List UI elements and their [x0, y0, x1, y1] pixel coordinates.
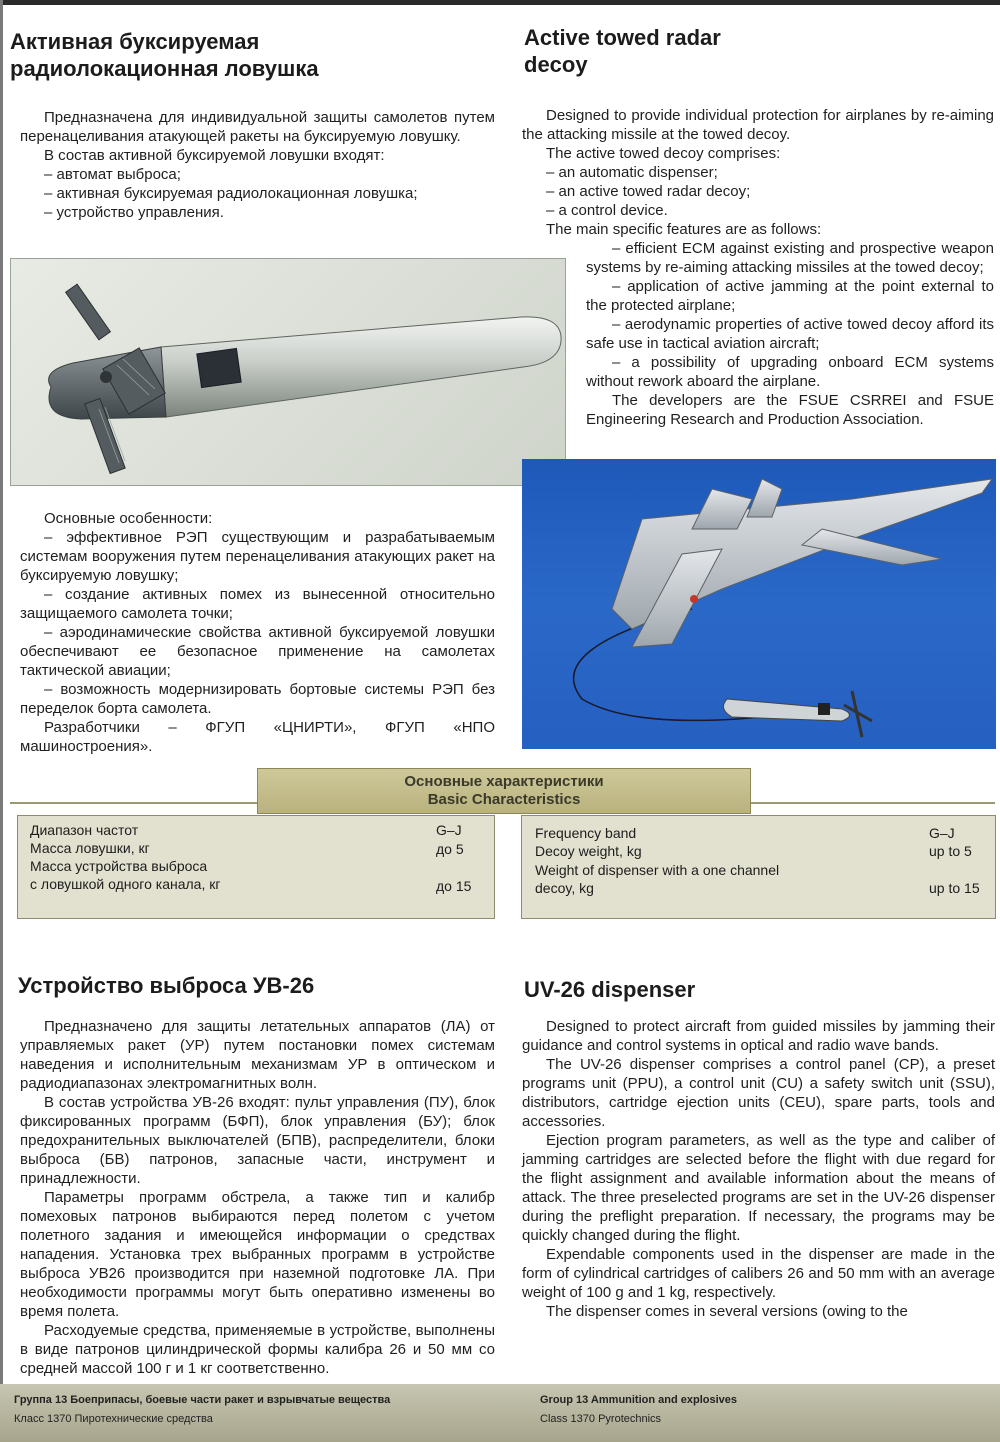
feature-item: – a possibility of upgrading onboard ECM systems without rework aboard the airplane.	[586, 354, 994, 390]
footer-class-en: Class 1370 Pyrotechnics	[540, 1413, 662, 1425]
paragraph: Ejection program parameters, as well as the type and caliber of jamming cartridges are selected before the flight with due regard for the flight assignment and available information about the means of attack. The three preselected programs are set in the UV-26 dispenser during the preflight preparation. If necessary, the programs may be quickly changed during the flight.	[522, 1132, 995, 1244]
table-row-value: G–J	[929, 825, 955, 841]
paragraph: Расходуемые средства, применяемые в устройстве, выполнены в виде патронов цилиндрической формы калибра 26 и 50 мм со средней массой 100 г и 1 кг соответственно.	[20, 1322, 495, 1377]
characteristics-table-en	[521, 815, 996, 919]
ru-developers: Разработчики – ФГУП «ЦНИРТИ», ФГУП «НПО машиностроения».	[20, 719, 495, 755]
list-item: – an automatic dispenser;	[546, 164, 718, 181]
table-row-label: Decoy weight, kg	[535, 843, 642, 859]
en-decoy-composition: The active towed decoy comprises:	[546, 145, 781, 162]
towed-decoy	[723, 691, 872, 737]
feature-item: – application of active jamming at the point external to the protected airplane;	[586, 278, 994, 314]
table-row-label: Масса ловушки, кг	[30, 840, 150, 856]
feature-item: – эффективное РЭП существующим и разрабатываемым системам вооружения путем перенацеливания атакующих ракет на буксируемую ловушку;	[20, 529, 495, 584]
paragraph: Designed to protect aircraft from guided missiles by jamming their guidance and control systems in optical and radio wave bands.	[522, 1018, 995, 1054]
table-row-label: decoy, kg	[535, 880, 594, 896]
footer-group-en: Group 13 Ammunition and explosives	[540, 1394, 738, 1406]
table-row-label: Weight of dispenser with a one channel	[535, 862, 780, 878]
left-rule	[0, 0, 3, 1442]
ru-uv-text	[20, 1017, 495, 1378]
feature-item: – создание активных помех из вынесенной относительно защищаемого самолета точки;	[20, 586, 495, 622]
ru-decoy-intro	[20, 108, 495, 222]
paragraph: Предназначено для защиты летательных аппаратов (ЛА) от управляемых ракет (УР) путем постановки помех системам наведения и исполнительным механизмам УР в оптическом и радиодиапазонах электромагнитных волн.	[20, 1018, 495, 1092]
ru-decoy-features	[20, 509, 495, 756]
en-decoy-purpose: Designed to provide individual protection for airplanes by re-aiming the attacking missile at the towed decoy.	[522, 107, 994, 143]
table-row-label: Масса устройства выброса	[30, 858, 208, 874]
paragraph: The dispenser comes in several versions (owing to the	[546, 1303, 908, 1320]
table-row-label: с ловушкой одного канала, кг	[30, 876, 221, 892]
paragraph: Expendable components used in the dispenser are made in the form of cylindrical cartridges of calibers 26 and 50 mm with an average weight of 100 g and 1 kg, respectively.	[522, 1246, 995, 1301]
feature-item: – аэродинамические свойства активной буксируемой ловушки обеспечивают ее безопасное применение на самолетах тактической авиации;	[20, 624, 495, 679]
en-features-intro: The main specific features are as follows:	[546, 221, 822, 238]
table-row-value: up to 15	[929, 880, 980, 896]
decoy-illustration	[10, 258, 566, 486]
list-item: – активная буксируемая радиолокационная ловушка;	[44, 185, 418, 202]
table-row-value: до 5	[436, 841, 464, 857]
paragraph: The UV-26 dispenser comprises a control panel (CP), a preset programs unit (PPU), a control unit (CU) a safety switch unit (SSU), distributors, cartridge ejection units (CEU), spare parts, tools and accessories.	[522, 1056, 995, 1130]
characteristics-table-ru	[17, 815, 495, 919]
footer-group-ru: Группа 13 Боеприпасы, боевые части ракет и взрывчатые вещества	[14, 1394, 391, 1406]
footer-class-ru: Класс 1370 Пиротехнические средства	[14, 1413, 213, 1425]
en-developers: The developers are the FSUE CSRREI and FSUE Engineering Research and Production Association.	[586, 392, 994, 428]
ru-decoy-purpose: Предназначена для индивидуальной защиты самолетов путем перенацеливания атакующей ракеты на буксируемую ловушку.	[20, 109, 495, 145]
table-row-value: up to 5	[929, 843, 972, 859]
en-decoy-title: Active towed radar decoy	[524, 25, 721, 77]
paragraph: В состав устройства УВ-26 входят: пульт управления (ПУ), блок фиксированных программ (БФП), блок управления (БУ); блок предохранительных выключателей (БПВ), распределители, блоки выброса (БВ) патронов, запасные части, инструмент и принадлежности.	[20, 1094, 495, 1187]
table-row-label: Frequency band	[535, 825, 637, 841]
table-row-value: до 15	[436, 878, 472, 894]
paragraph: Параметры программ обстрела, а также тип и калибр помеховых патронов выбираются перед полетом с учетом полетного задания и имеющейся информации о средствах нападения. Установка трех выбранных программ в устройстве выброса УВ26 производится при наземной подготовке ЛА. При необходимости программы могут быть оперативно изменены во время полета.	[20, 1189, 495, 1320]
list-item: – автомат выброса;	[44, 166, 181, 183]
table-row-label: Диапазон частот	[30, 822, 139, 838]
ru-features-intro: Основные особенности:	[44, 510, 213, 527]
table-row-value: G–J	[436, 822, 462, 838]
feature-item: – возможность модернизировать бортовые системы РЭП без переделок борта самолета.	[20, 681, 495, 717]
ru-decoy-title: Активная буксируемая радиолокационная ловушка	[10, 29, 319, 81]
ru-uv-title: Устройство выброса УВ-26	[18, 973, 315, 998]
en-decoy-text	[522, 106, 994, 429]
aircraft-drawing	[522, 459, 996, 749]
list-item: – an active towed radar decoy;	[546, 183, 751, 200]
aircraft-towing-decoy-photo	[522, 459, 996, 749]
feature-item: – efficient ECM against existing and prospective weapon systems by re-aiming attacking missiles at the towed decoy;	[586, 240, 994, 276]
en-uv-text	[522, 1017, 995, 1321]
en-uv-title: UV-26 dispenser	[524, 977, 696, 1002]
list-item: – устройство управления.	[44, 204, 224, 221]
characteristics-title: Основные характеристики Basic Characteristics	[404, 773, 604, 808]
ru-decoy-composition: В состав активной буксируемой ловушки входят:	[44, 147, 385, 164]
top-rule	[0, 0, 1000, 5]
feature-item: – aerodynamic properties of active towed decoy afford its safe use in tactical aviation aircraft;	[586, 316, 994, 352]
list-item: – a control device.	[546, 202, 668, 219]
decoy-drawing	[11, 259, 567, 487]
